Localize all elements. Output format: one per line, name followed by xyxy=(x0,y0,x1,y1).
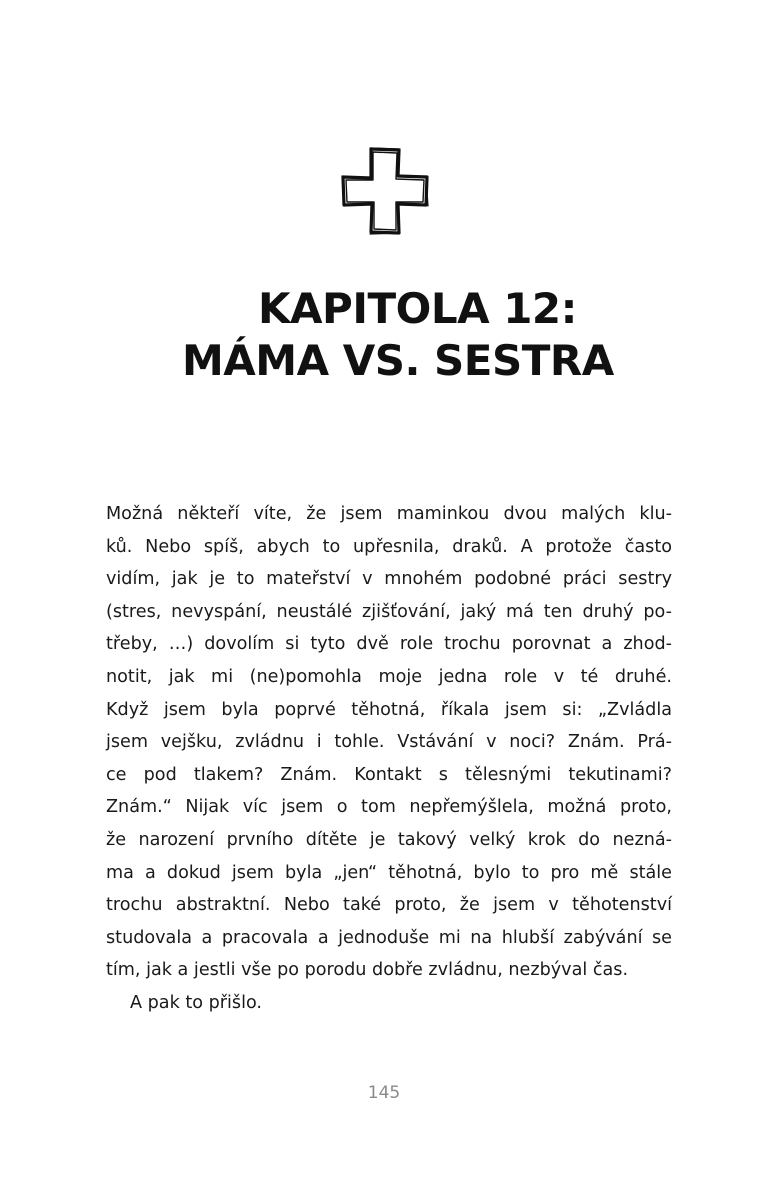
text-line: notit, jak mi (ne)pomohla moje jedna role v té druhé. xyxy=(106,666,672,687)
text-line: (stres, nevyspání, neustálé zjišťování, jaký má ten druhý po- xyxy=(106,601,672,622)
closing-line: A pak to přišlo. xyxy=(130,992,263,1013)
text-line: tím, jak a jestli vše po porodu dobře zvládnu, nezbýval čas. xyxy=(106,960,629,981)
text-line: studovala a pracovala a jednoduše mi na hlubší zabývání se xyxy=(106,927,672,948)
body-paragraph xyxy=(106,498,672,1020)
text-line: ků. Nebo spíš, abych to upřesnila, draků. A protože často xyxy=(106,536,672,557)
chapter-title-line-1: KAPITOLA 12: xyxy=(258,284,577,333)
text-line: že narození prvního dítěte je takový velký krok do nezná- xyxy=(106,829,672,850)
text-line: ma a dokud jsem byla „jen“ těhotná, bylo to pro mě stále xyxy=(106,862,672,883)
page-number: 145 xyxy=(367,1083,401,1103)
chapter-title xyxy=(0,283,768,387)
text-line: vidím, jak je to mateřství v mnohém podobné práci sestry xyxy=(106,569,672,590)
chapter-title-line-2: MÁMA VS. SESTRA xyxy=(182,336,614,385)
text-line: Když jsem byla poprvé těhotná, říkala jsem si: „Zvládla xyxy=(106,699,672,720)
text-line: Možná někteří víte, že jsem maminkou dvou malých klu- xyxy=(106,504,672,524)
text-line: Znám.“ Nijak víc jsem o tom nepřemýšlela, možná proto, xyxy=(106,797,672,818)
text-line: jsem vejšku, zvládnu i tohle. Vstávání v noci? Znám. Prá- xyxy=(106,732,672,753)
text-line: ce pod tlakem? Znám. Kontakt s tělesnými tekutinami? xyxy=(106,764,672,785)
text-line: trochu abstraktní. Nebo také proto, že jsem v těhotenství xyxy=(106,895,672,916)
text-line: třeby, …) dovolím si tyto dvě role trochu porovnat a zhod- xyxy=(106,634,672,655)
hand-drawn-cross-icon xyxy=(337,143,433,239)
